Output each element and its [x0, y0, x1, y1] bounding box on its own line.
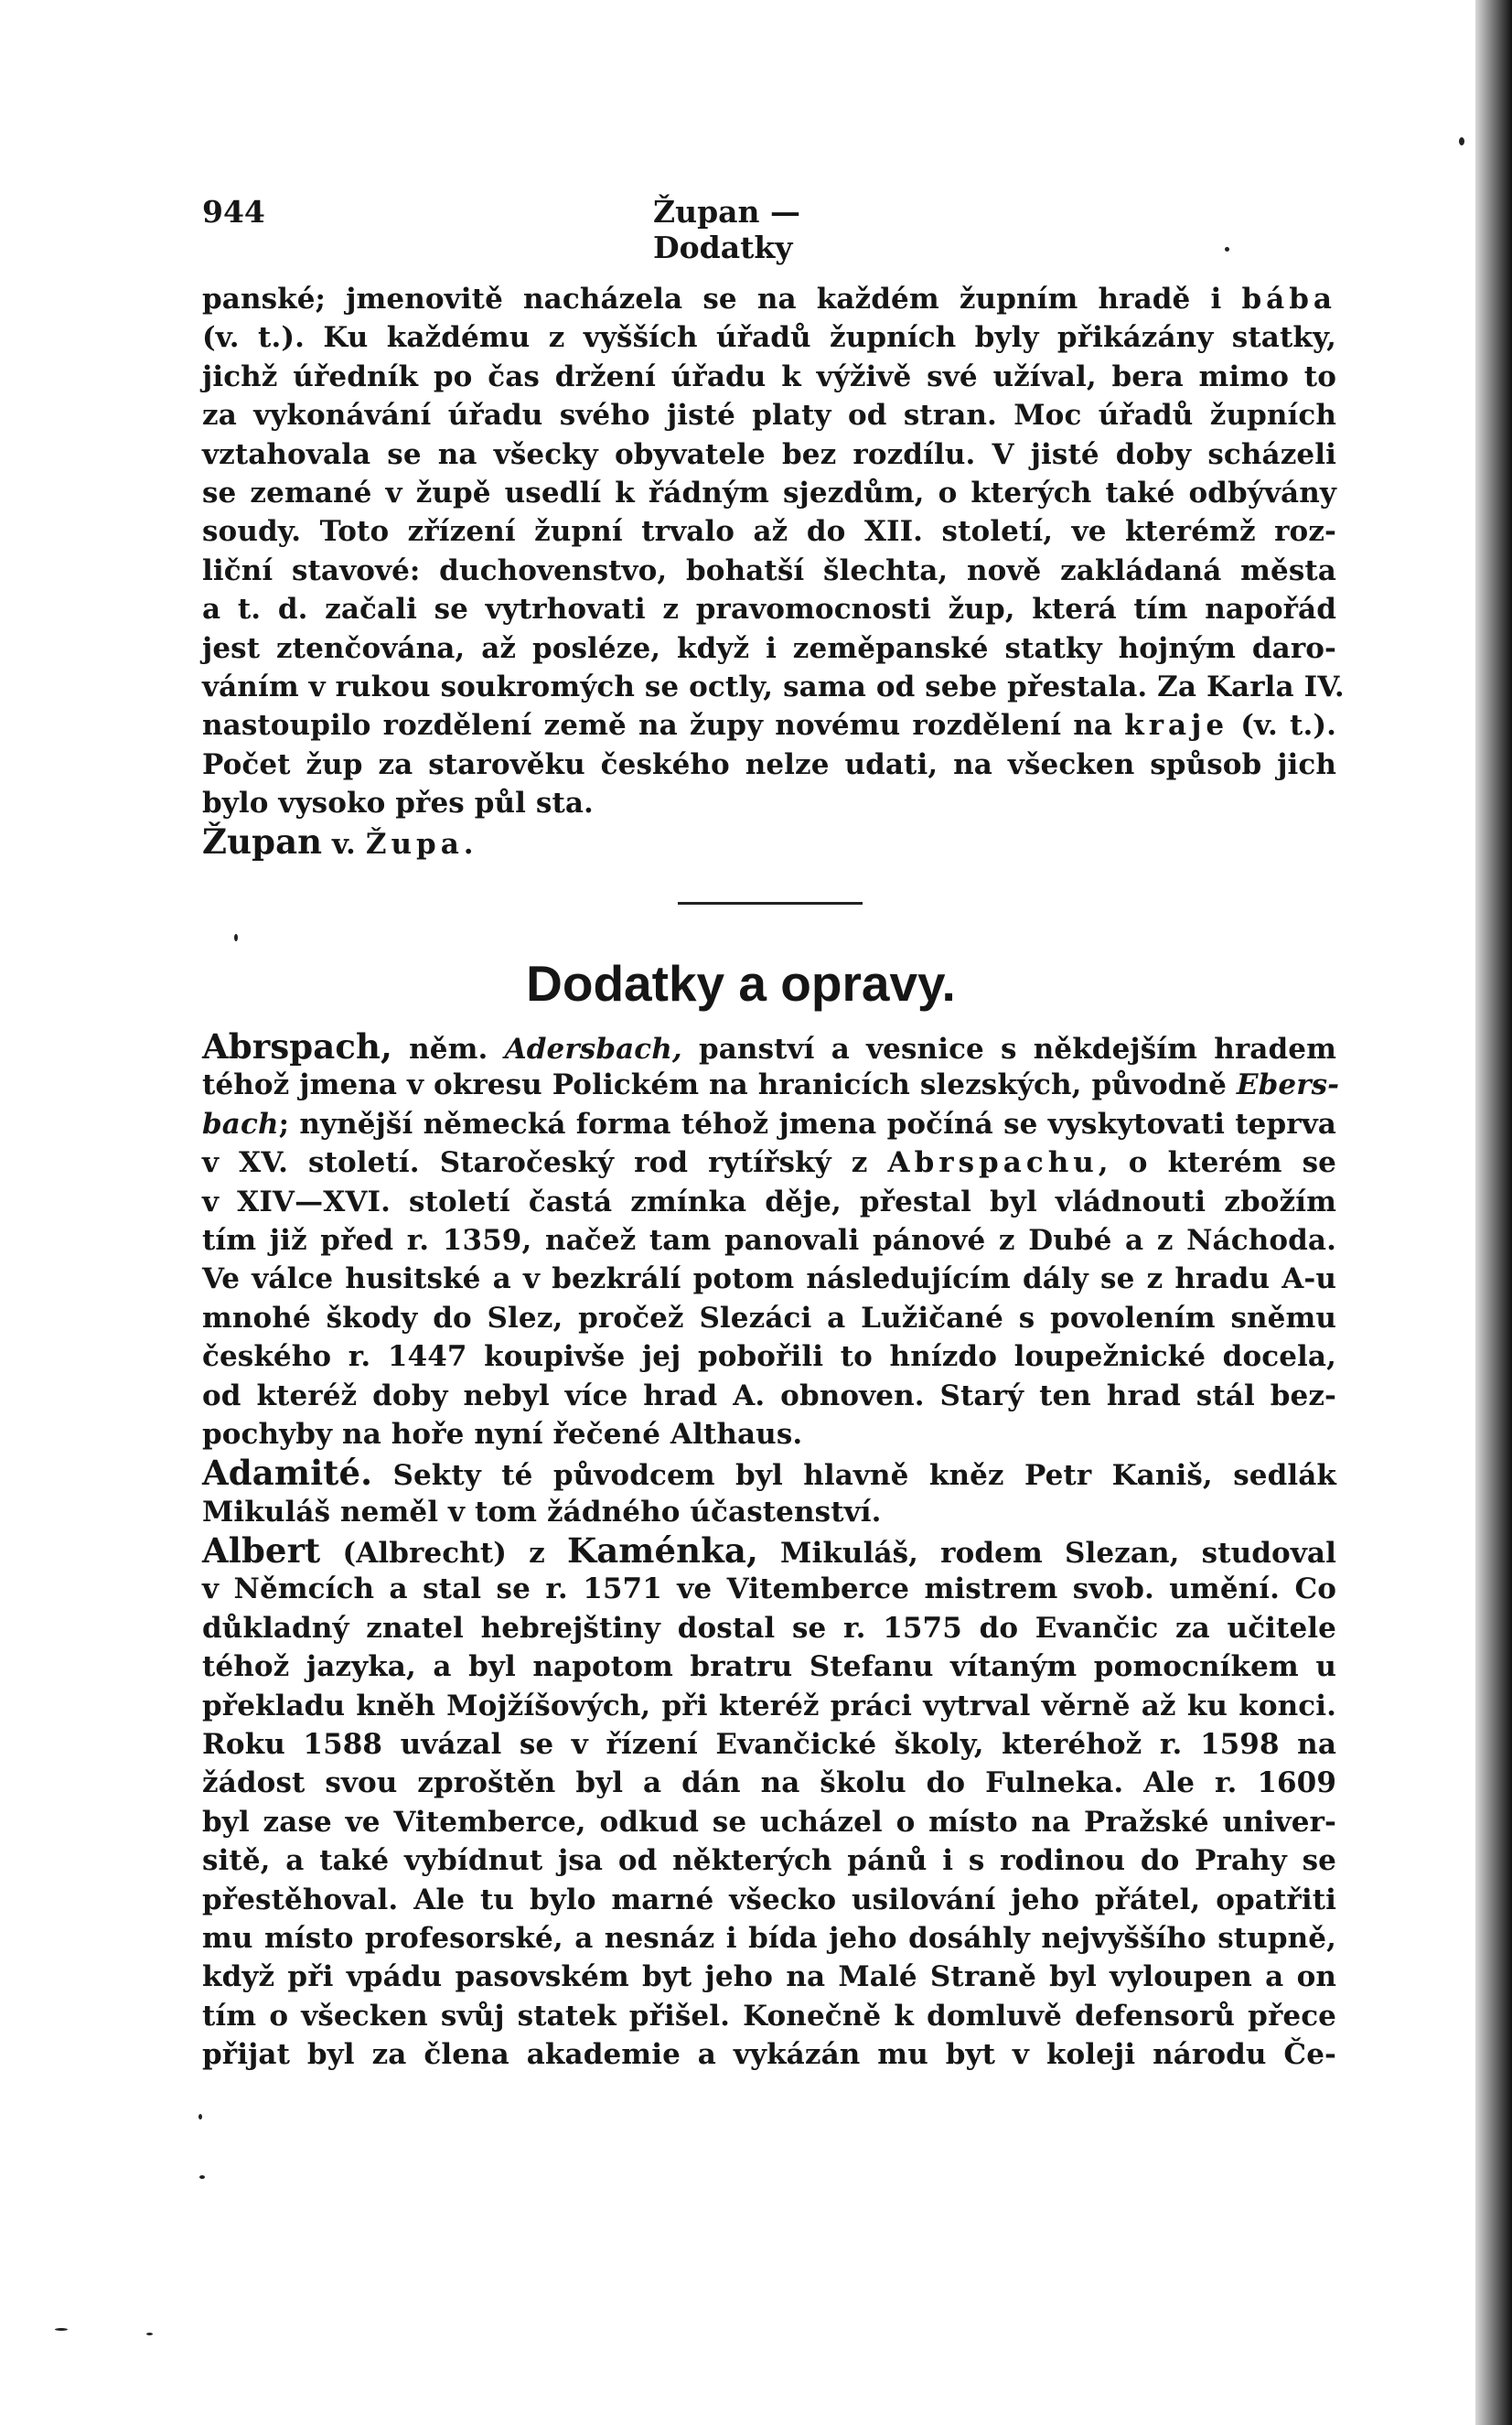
text-run: v. — [322, 828, 366, 862]
text-run: liční stavové: duchovenstvo, bohatší šlechta, nově zakládaná města — [202, 553, 1336, 587]
text-line — [202, 1919, 1336, 1958]
text-run: vztahovala se na všecky obyvatele bez rozdílu. V jisté doby scházeli — [202, 437, 1336, 471]
text-run: Mikuláš neměl v tom žádného účastenství. — [202, 1495, 882, 1529]
text-run: přestěhoval. Ale tu bylo marné všecko usilování jeho přátel, opatřiti — [202, 1883, 1336, 1916]
text-line — [202, 1183, 1336, 1221]
entry-keyword: Kaménka, — [566, 1530, 758, 1572]
text-line — [202, 1221, 1336, 1260]
text-line — [202, 1260, 1336, 1298]
spaced-term: kraje — [1124, 709, 1229, 743]
text-line — [202, 1493, 1336, 1531]
text-line — [202, 552, 1336, 590]
page-speck — [1459, 137, 1464, 145]
page-edge-shadow — [1475, 0, 1512, 2425]
text-run: , o kterém se — [1098, 1146, 1337, 1180]
italic-term: Adersbach, — [504, 1033, 682, 1066]
text-line — [202, 1454, 1336, 1492]
text-line — [202, 590, 1336, 628]
text-line — [202, 1881, 1336, 1919]
text-run: mu místo profesorské, a nesnáz i bída jeho dosáhly nejvyššího stupně, — [202, 1921, 1336, 1955]
text-line — [202, 706, 1336, 745]
entry-keyword: Albert — [202, 1530, 321, 1572]
text-run: když při vpádu pasovském byt jeho na Malé Straně byl vyloupen a on — [202, 1960, 1336, 1994]
entry-keyword: Adamité. — [202, 1453, 373, 1494]
page-speck — [198, 2114, 202, 2119]
text-run: jest ztenčována, až posléze, když i zeměpanské statky hojným daro- — [202, 631, 1336, 665]
text-run: bylo vysoko přes půl sta. — [202, 787, 594, 821]
spaced-term: Abrspachu — [887, 1146, 1099, 1180]
text-line — [202, 784, 1336, 822]
text-run: Počet žup za starověku českého nelze udati, na všecken spůsob jich — [202, 747, 1336, 781]
italic-term: bach — [202, 1107, 279, 1141]
page-speck — [234, 934, 238, 941]
text-run: sitě, a také vybídnut jsa od některých pánů i s rodinou do Prahy se — [202, 1844, 1336, 1878]
page-number: 944 — [202, 194, 265, 230]
text-line — [202, 318, 1336, 357]
text-line — [202, 1027, 1336, 1066]
text-run: panství a vesnice s někdejším hradem — [681, 1033, 1336, 1066]
text-run: překladu kněh Mojžíšových, při kteréž práci vytrval věrně až ku konci. — [202, 1689, 1336, 1722]
running-head — [202, 194, 916, 265]
spaced-term: bába — [1241, 283, 1336, 316]
text-line — [202, 746, 1336, 784]
running-title: Župan — Dodatky — [653, 194, 801, 265]
text-run: přijat byl za člena akademie a vykázán mu byt v koleji národu Če- — [202, 2038, 1336, 2072]
text-run: panské; jmenovitě nacházela se na každém župním hradě i — [202, 283, 1242, 316]
text-line — [202, 1143, 1336, 1182]
text-line — [202, 512, 1336, 551]
text-line — [202, 435, 1336, 474]
text-line — [202, 1531, 1336, 1570]
text-run: tím již před r. 1359, načež tam panovali pánové z Dubé a z Náchoda. — [202, 1223, 1336, 1257]
text-line — [202, 1958, 1336, 1996]
text-run: českého r. 1447 koupivše jej pobořili to hnízdo loupežnické docela, — [202, 1340, 1336, 1374]
page-speck — [146, 2333, 153, 2335]
dodatky-entries — [202, 1026, 1340, 2075]
text-line — [202, 1647, 1336, 1686]
page-speck — [199, 2175, 205, 2179]
text-run: Roku 1588 uvázal se v řízení Evančické školy, kteréhož r. 1598 na — [202, 1728, 1336, 1762]
text-line — [202, 474, 1336, 512]
text-run: (v. t.). Ku každému z vyšších úřadů župních byly přikázány statky, — [202, 321, 1336, 355]
text-run: žádost svou zproštěn byl a dán na školu do Fulneka. Ale r. 1609 — [202, 1766, 1336, 1800]
section-title: Dodatky a opravy. — [526, 955, 956, 1012]
text-run: pochyby na hoře nyní řečené Althaus. — [202, 1417, 803, 1451]
page-speck — [55, 2328, 68, 2331]
text-run: a t. d. začali se vytrhovati z pravomocnosti žup, která tím napořád — [202, 593, 1336, 627]
text-run: soudy. Toto zřízení župní trvalo až do XII. století, ve kterémž roz- — [202, 515, 1336, 549]
text-run: ; nynější německá forma téhož jmena počíná se vyskytovati teprva — [278, 1107, 1336, 1141]
section-divider — [678, 902, 863, 905]
text-run: v XIV—XVI. století častá zmínka děje, přestal byl vládnouti zbožím — [202, 1185, 1336, 1218]
entry-keyword: Abrspach, — [202, 1026, 392, 1067]
text-line — [202, 2035, 1336, 2074]
text-line — [202, 396, 1336, 435]
text-run: téhož jmena v okresu Polickém na hranicích slezských, původně — [202, 1068, 1237, 1102]
text-line — [202, 1415, 1336, 1454]
spaced-term: Župa — [365, 828, 464, 862]
text-run: Ve válce husitské a v bezkrálí potom následujícím dály se z hradu A-u — [202, 1262, 1336, 1296]
text-run: (v. t.). — [1228, 709, 1336, 743]
text-run: důkladný znatel hebrejštiny dostal se r. 1575 do Evančic za učitele — [202, 1611, 1336, 1645]
text-run: váním v rukou soukromých se octly, sama od sebe přestala. Za Karla IV. — [202, 670, 1345, 703]
text-line — [202, 358, 1336, 396]
text-line — [202, 1105, 1336, 1143]
text-line — [202, 1997, 1336, 2035]
text-line — [202, 280, 1336, 318]
text-run: jichž úředník po čas držení úřadu k výživě své užíval, bera mimo to — [202, 359, 1336, 393]
text-run: od kteréž doby nebyl více hrad A. obnoven. Starý ten hrad stál bez- — [202, 1379, 1336, 1412]
text-run: tím o všecken svůj statek přišel. Konečně k domluvě defensorů přece — [202, 1999, 1336, 2033]
text-line — [202, 1570, 1336, 1608]
text-run: nastoupilo rozdělení země na župy novému rozdělení na — [202, 709, 1125, 743]
text-line — [202, 1377, 1336, 1415]
text-run: téhož jazyka, a byl napotom bratru Stefanu vítaným pomocníkem u — [202, 1650, 1336, 1684]
text-line — [202, 629, 1336, 668]
text-line — [202, 1687, 1336, 1725]
text-line — [202, 668, 1345, 706]
zupa-entry — [202, 280, 1345, 863]
text-run: . — [463, 828, 474, 862]
text-line — [202, 1337, 1336, 1376]
text-line — [202, 822, 1336, 861]
text-run: mnohé škody do Slez, pročež Slezáci a Lužičané s povolením sněmu — [202, 1301, 1336, 1335]
text-run: něm. — [391, 1033, 505, 1066]
text-line — [202, 1764, 1336, 1802]
text-run: (Albrecht) z — [320, 1537, 567, 1571]
italic-term: Ebers- — [1236, 1068, 1340, 1102]
text-run: byl zase ve Vitemberce, odkud se ucházel o místo na Pražské univer- — [202, 1805, 1336, 1839]
page-speck — [1225, 247, 1229, 252]
text-line — [202, 1725, 1336, 1764]
text-run: za vykonávání úřadu svého jisté platy od stran. Moc úřadů župních — [202, 399, 1336, 433]
text-run: se zemané v župě usedlí k řádným sjezdům, o kterých také odbývány — [202, 476, 1336, 510]
text-run: v XV. století. Staročeský rod rytířský z — [202, 1146, 888, 1180]
text-line — [202, 1841, 1336, 1880]
text-run: v Němcích a stal se r. 1571 ve Vitemberce mistrem svob. umění. Co — [202, 1572, 1336, 1606]
text-line — [202, 1066, 1340, 1104]
text-line — [202, 1803, 1336, 1841]
text-line — [202, 1609, 1336, 1647]
text-run: Sekty té původcem byl hlavně kněz Petr Kaniš, sedlák — [372, 1459, 1336, 1493]
entry-keyword: Župan — [202, 821, 323, 863]
text-line — [202, 1299, 1336, 1337]
text-run: Mikuláš, rodem Slezan, studoval — [757, 1537, 1336, 1571]
